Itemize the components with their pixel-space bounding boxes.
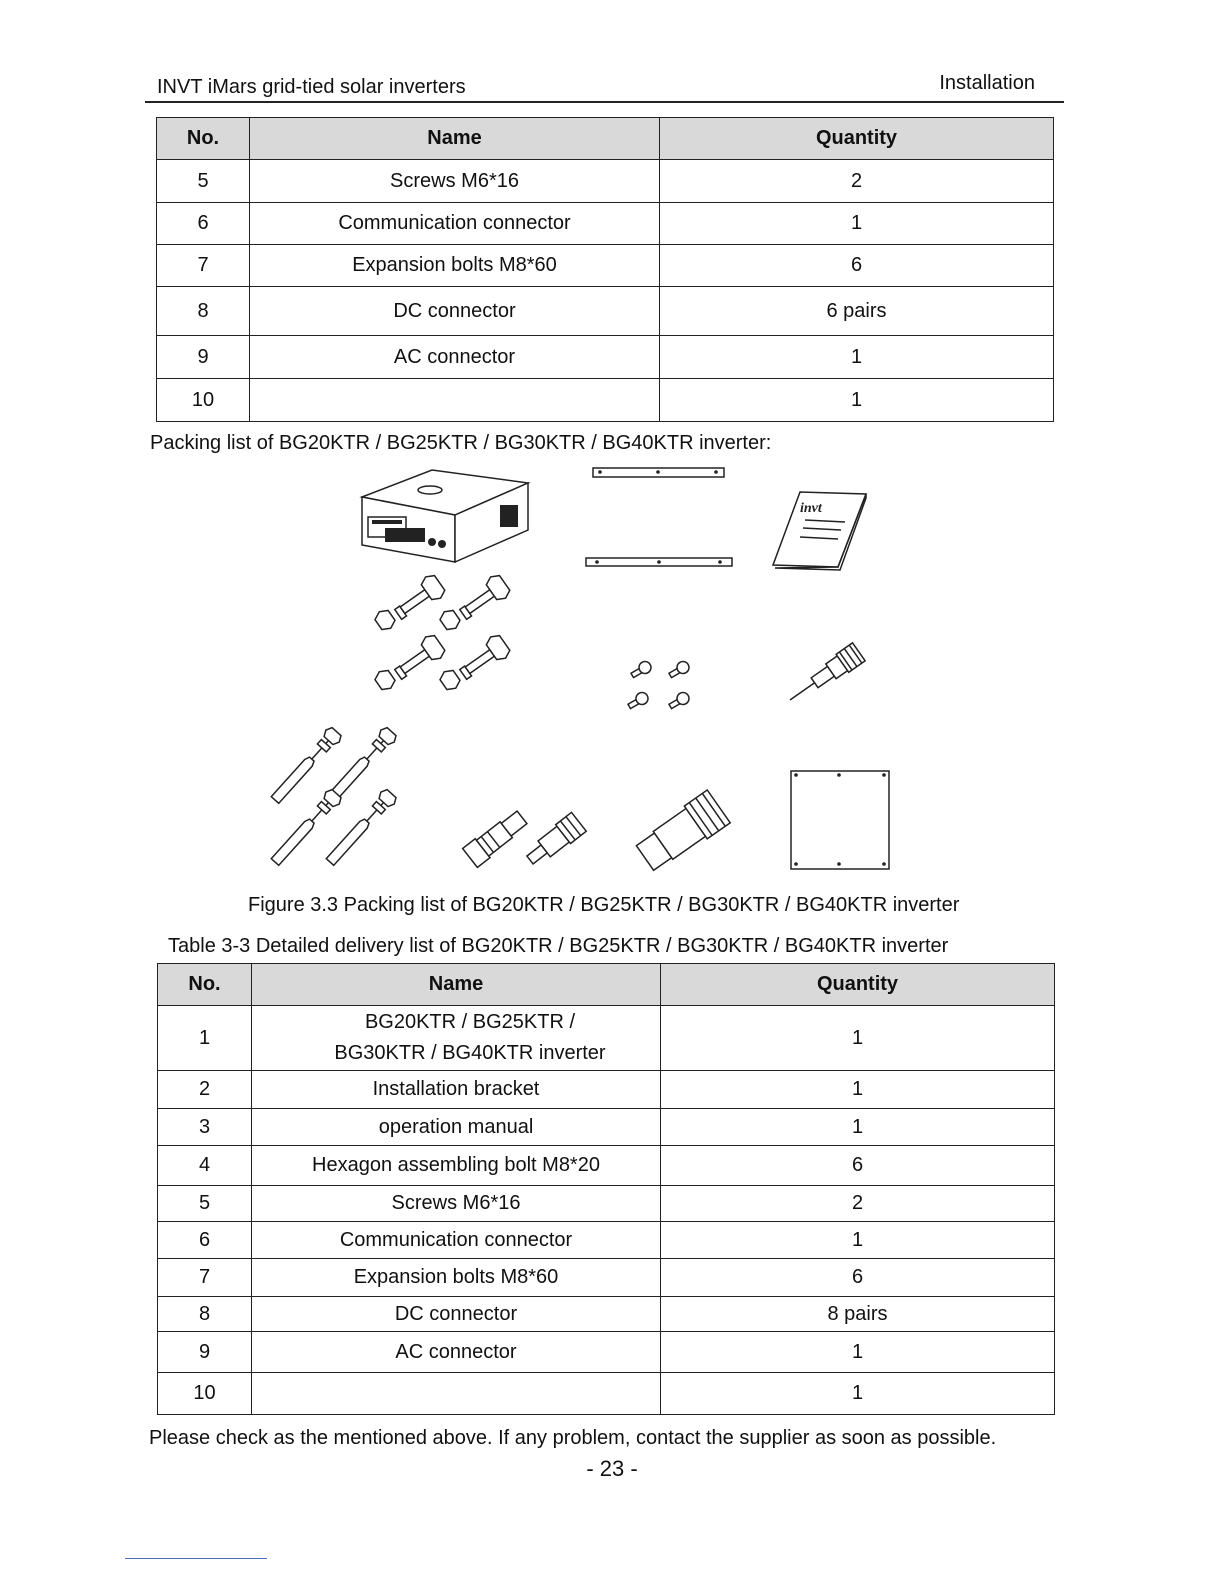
cell-name-line1: BG20KTR / BG25KTR /: [364, 1011, 576, 1033]
cell-no: 6: [157, 203, 250, 245]
cell-no: 8: [158, 1297, 252, 1332]
cell-quantity: 6 pairs: [660, 287, 1054, 336]
cell-name: Expansion bolts M8*60: [250, 245, 660, 287]
communication-connector-illustration: [784, 643, 865, 709]
expansion-bolts-illustration: [268, 726, 398, 868]
table-header-row: [158, 964, 1055, 1006]
cell-no: 7: [157, 245, 250, 287]
cell-quantity: 6: [661, 1146, 1055, 1186]
cell-no: 1: [158, 1006, 252, 1071]
cell-name: AC connector: [250, 336, 660, 379]
header-title: INVT iMars grid-tied solar inverters: [157, 76, 466, 98]
cell-no: 4: [158, 1146, 252, 1186]
screws-illustration: [626, 659, 691, 711]
cell-quantity: 1: [660, 203, 1054, 245]
table-row: [158, 1332, 1055, 1373]
dc-connector-illustration: [463, 808, 587, 870]
cell-name-line2: BG30KTR / BG40KTR inverter: [334, 1042, 606, 1064]
table-row: [158, 1071, 1055, 1109]
cell-no: 10: [157, 379, 250, 422]
cell-no: 8: [157, 287, 250, 336]
cell-name: Expansion bolts M8*60: [252, 1259, 661, 1297]
mounting-plate-illustration: [791, 771, 889, 869]
cell-no: 10: [158, 1373, 252, 1415]
table-row: [158, 1259, 1055, 1297]
table-row: [158, 1297, 1055, 1332]
column-header-no: No.: [158, 964, 252, 1006]
column-header-name: Name: [252, 964, 661, 1006]
cell-name: Screws M6*16: [250, 160, 660, 203]
table-row: [158, 1109, 1055, 1146]
cell-quantity: 1: [661, 1109, 1055, 1146]
cell-quantity: 2: [661, 1186, 1055, 1222]
cell-no: 9: [158, 1332, 252, 1373]
manual-brand-text: invt: [800, 501, 822, 516]
cell-quantity: 2: [660, 160, 1054, 203]
cell-name: Communication connector: [250, 203, 660, 245]
cell-quantity: 8 pairs: [661, 1297, 1055, 1332]
cell-no: 5: [157, 160, 250, 203]
cell-quantity: 6: [660, 245, 1054, 287]
column-header-quantity: Quantity: [660, 118, 1054, 160]
column-header-quantity: Quantity: [661, 964, 1055, 1006]
hexagon-bolts-illustration: [372, 572, 513, 696]
cell-quantity: 1: [660, 336, 1054, 379]
cell-no: 9: [157, 336, 250, 379]
cell-name: Communication connector: [252, 1222, 661, 1259]
packing-list-heading: Packing list of BG20KTR / BG25KTR / BG30KTR / BG40KTR inverter:: [150, 432, 772, 454]
cell-name: Hexagon assembling bolt M8*20: [252, 1146, 661, 1186]
footer-rule: [125, 1558, 267, 1559]
check-note: Please check as the mentioned above. If any problem, contact the supplier as soon as possible.: [149, 1427, 997, 1449]
cell-name: Installation bracket: [252, 1071, 661, 1109]
column-header-name: Name: [250, 118, 660, 160]
cell-no: 2: [158, 1071, 252, 1109]
cell-quantity: 1: [661, 1222, 1055, 1259]
ac-connector-illustration: [634, 790, 731, 874]
inverter-unit-illustration: [362, 470, 528, 562]
header-section: Installation: [939, 72, 1035, 94]
detailed-delivery-table: [157, 963, 1055, 1415]
cell-name: DC connector: [252, 1297, 661, 1332]
cell-name: AC connector: [252, 1332, 661, 1373]
table-row: [158, 1006, 1055, 1071]
cell-name: DC connector: [250, 287, 660, 336]
cell-no: 6: [158, 1222, 252, 1259]
installation-bracket-illustration: [586, 468, 732, 566]
table-row: [158, 1186, 1055, 1222]
cell-no: 7: [158, 1259, 252, 1297]
cell-name: [252, 1006, 661, 1071]
table-row: [158, 1222, 1055, 1259]
figure-caption: Figure 3.3 Packing list of BG20KTR / BG25KTR / BG30KTR / BG40KTR inverter: [248, 894, 960, 916]
cell-name: operation manual: [252, 1109, 661, 1146]
table-row: [158, 1146, 1055, 1186]
page-number: - 23 -: [586, 1456, 638, 1481]
operation-manual-illustration: [773, 492, 866, 570]
cell-quantity: 6: [661, 1259, 1055, 1297]
cell-quantity: 1: [661, 1071, 1055, 1109]
cell-quantity: 1: [661, 1006, 1055, 1071]
table-caption: Table 3-3 Detailed delivery list of BG20KTR / BG25KTR / BG30KTR / BG40KTR inverter: [168, 935, 949, 957]
cell-name: [252, 1373, 661, 1415]
cell-no: 5: [158, 1186, 252, 1222]
cell-name: Screws M6*16: [252, 1186, 661, 1222]
cell-quantity: 1: [661, 1373, 1055, 1415]
cell-quantity: 1: [660, 379, 1054, 422]
cell-no: 3: [158, 1109, 252, 1146]
table-row: [158, 1373, 1055, 1415]
column-header-no: No.: [157, 118, 250, 160]
cell-quantity: 1: [661, 1332, 1055, 1373]
